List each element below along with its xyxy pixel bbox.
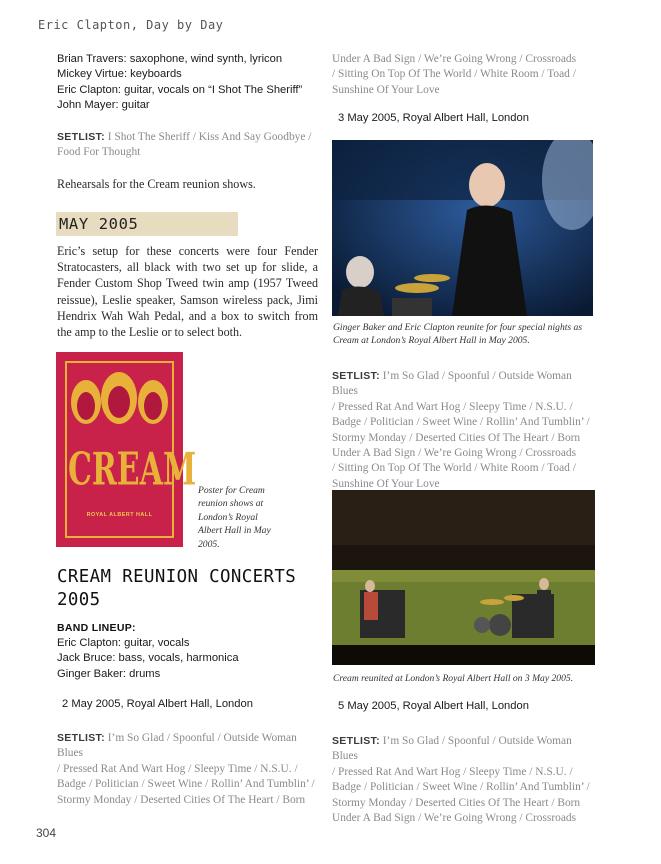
show-date: 3 May 2005, Royal Albert Hall, London [338, 112, 529, 124]
lineup-line: Ginger Baker: drums [57, 667, 161, 680]
month-heading-text: MAY 2005 [59, 215, 139, 233]
setlist-label: SETLIST: [57, 131, 105, 143]
setlist-line: / Pressed Rat And Wart Hog / Sleepy Time / N.S.U. / [332, 765, 573, 778]
setlist-line: Stormy Monday / Deserted Cities Of The Heart / Born [57, 793, 306, 806]
setlist-block [57, 130, 322, 161]
musician-line: Mickey Virtue: keyboards [57, 68, 182, 81]
setlist-line: Under A Bad Sign / We’re Going Wrong / Crossroads [332, 812, 577, 825]
setup-paragraph: Eric’s setup for these concerts were four Fender Stratocasters, all black with two set up for slide, a Fender Custom Shop Tweed twin amp (1957 Tweed reissue), Leslie speaker, Samson wireless pack, Jimi Hendrix Wah Wah Pedal, and a box to switch from the amp to the Leslie or to select both. [57, 244, 318, 340]
setlist-line: Sunshine Of Your Love [332, 477, 440, 490]
band-lineup-label: BAND LINEUP: [57, 622, 136, 634]
setlist-line: SETLIST: I Shot The Sheriff / Kiss And Say Goodbye / [57, 131, 312, 143]
setlist-line: SETLIST: I’m So Glad / Spoonful / Outside Woman Blues [332, 735, 572, 763]
musician-line: Eric Clapton: guitar, vocals on “I Shot The Sheriff” [57, 83, 303, 96]
setlist-line: SETLIST: I’m So Glad / Spoonful / Outside Woman Blues [332, 370, 572, 398]
setlist-label: SETLIST: [332, 735, 380, 747]
month-heading [56, 212, 238, 236]
photo1-caption: Ginger Baker and Eric Clapton reunite for four special nights as Cream at London’s Royal Albert Hall in May 2005. [333, 322, 583, 347]
setlist-line: Badge / Politician / Sweet Wine / Rollin’ And Tumblin’ / [57, 778, 315, 791]
setlist-line: Stormy Monday / Deserted Cities Of The Heart / Born [332, 796, 581, 809]
poster-caption: Poster for Cream reunion shows at London’s Royal Albert Hall in May 2005. [198, 485, 271, 550]
clapton-baker-photo [332, 140, 593, 316]
show-date: 2 May 2005, Royal Albert Hall, London [62, 698, 253, 710]
cream-stage-photo [332, 490, 595, 665]
setlist-line: Food For Thought [57, 146, 141, 159]
setlist-continuation: Under A Bad Sign / We’re Going Wrong / Crossroads / Sitting On Top Of The World / White Room / Toad / Sunshine Of Your Love [332, 53, 577, 96]
setlist-label: SETLIST: [57, 732, 105, 744]
setlist-line: / Pressed Rat And Wart Hog / Sleepy Time / N.S.U. / [57, 762, 298, 775]
page-number: 304 [36, 826, 57, 840]
show-date: 5 May 2005, Royal Albert Hall, London [338, 700, 529, 712]
setlist-line: Under A Bad Sign / We’re Going Wrong / Crossroads [332, 447, 577, 460]
setlist-line: Stormy Monday / Deserted Cities Of The Heart / Born [332, 431, 581, 444]
rehearsals-note: Rehearsals for the Cream reunion shows. [57, 177, 256, 191]
band-lineup-list [57, 636, 317, 682]
musician-line: Brian Travers: saxophone, wind synth, lyricon [57, 53, 283, 65]
setlist-label: SETLIST: [332, 370, 380, 382]
running-head: Eric Clapton, Day by Day [38, 18, 224, 32]
setlist-block [57, 731, 322, 808]
setlist-line: Badge / Politician / Sweet Wine / Rollin’ And Tumblin’ / [332, 781, 590, 794]
cream-poster-image [56, 352, 197, 547]
section-title: CREAM REUNION CONCERTS 2005 [57, 567, 297, 610]
musician-line: John Mayer: guitar [57, 98, 150, 111]
setlist-line: Badge / Politician / Sweet Wine / Rollin’ And Tumblin’ / [332, 416, 590, 429]
setlist-block [332, 369, 597, 492]
setlist-block [332, 734, 597, 826]
musician-list [57, 52, 317, 113]
setlist-line: / Pressed Rat And Wart Hog / Sleepy Time / N.S.U. / [332, 400, 573, 413]
lineup-line: Eric Clapton: guitar, vocals [57, 637, 190, 649]
poster-title: CREAM [68, 428, 171, 515]
setlist-line: SETLIST: I’m So Glad / Spoonful / Outside Woman Blues [57, 732, 297, 760]
setlist-line: / Sitting On Top Of The World / White Room / Toad / [332, 462, 576, 475]
photo2-caption: Cream reunited at London’s Royal Albert Hall on 3 May 2005. [333, 673, 574, 684]
lineup-line: Jack Bruce: bass, vocals, harmonica [57, 652, 239, 665]
poster-bottom-text: ROYAL ALBERT HALL [86, 512, 153, 518]
